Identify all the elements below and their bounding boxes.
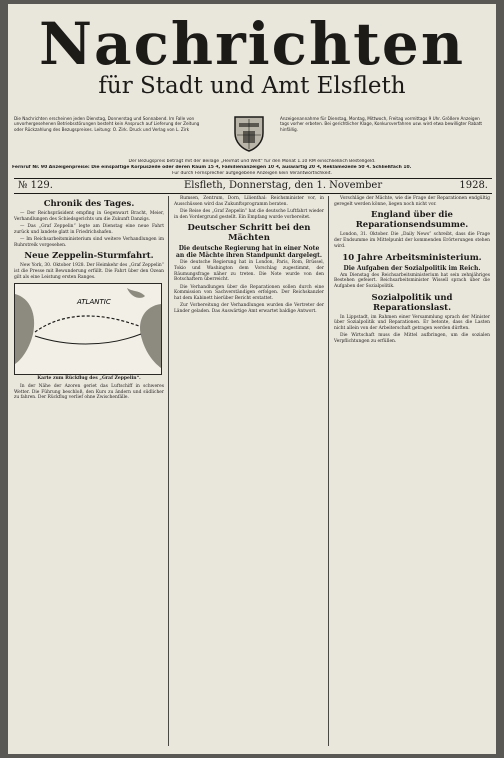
subheadline: Die deutsche Regierung hat in einer Note an die Mächte ihren Standpunkt dargelegt. (176, 245, 322, 260)
headline-chronicle: Chronik des Tages. (43, 199, 135, 209)
paragraph: Die Verhandlungen über die Reparationen sollen durch eine Kommission von Sachverständigen erfolgen. Der Reichskanzler hat dem Kabinett hierüber Bericht erstattet. (174, 284, 324, 302)
paragraph: London, 31. Oktober. Die „Daily News“ schreibt, dass die Frage der Endsumme im Mittelpunkt der kommenden Erörterungen stehen wird. (334, 232, 490, 249)
column-rule (168, 196, 169, 746)
paragraph: In Lippstadt, im Rahmen einer Versammlung sprach der Minister über Sozialpolitik und Reparationen. Er betonte, dass die Lasten nicht allein von der Arbeiterschaft getragen werden dürften. (334, 314, 490, 332)
paragraph: Die Reise des „Graf Zeppelin“ hat die deutsche Luftfahrt wieder in den Vordergrund gestellt. Ein Empfang wurde vorbereitet. (174, 208, 324, 220)
paragraph: — Der Reichspräsident empfing in Gegenwart Bracht, Meier, Verhandlungen des Schiedsgerichts um die Zukunft Danzigs. (14, 211, 164, 222)
coat-of-arms-icon (229, 113, 269, 153)
headline-zeppelin: Neue Zeppelin-Sturmfahrt. (24, 251, 154, 262)
column-2 (174, 196, 324, 316)
masthead (8, 4, 496, 109)
paragraph: — Das „Graf Zeppelin“ legte am Dienstag eine neue Fahrt zurück und landete glatt in Friedrichshafen. (14, 223, 164, 235)
paragraph: — Im Reichsarbeitsministerium sind weitere Verhandlungen im Ruhrstreik vorgesehen. (14, 236, 164, 248)
map-drawing (15, 284, 161, 374)
headline-england: England über die Reparationsendsumme. (355, 210, 469, 231)
pricing-line: Fernruf Nr. 90 Anzeigenpreise: Die einspaltige Korpuszeile oder deren Raum 15 ₰, Familienanzeigen 10 ₰, auswärtig 20 ₰, Reklamezeile 50 ₰. Schließfach 10. (12, 165, 412, 170)
headline-social-policy: Sozialpolitik und Reparationslast. (371, 292, 453, 313)
advertising-notice: Anzeigenannahme für Dienstag, Montag, Mittwoch, Freitag vormittags 9 Uhr. Größere Anzeigen tags vorher erbeten. Bei gerichtlicher Klage, Konkursverfahren usw. wird etwa bewilligter Rabatt hinfällig. (280, 116, 483, 132)
issue-date: Elsfleth, Donnerstag, den 1. November (184, 180, 383, 191)
liability-line: Für durch Fernsprecher aufgegebene Anzeigen kein Verantwortlichkeit. (172, 171, 332, 176)
paragraph: In der Nähe der Azoren geriet das Luftschiff in schweres Wetter. Die Führung beschloß, den Kurs zu ändern und südlicher zu fahren. Der Rückflug verlief ohne Zwischenfälle. (14, 384, 164, 401)
paragraph: Die Wirtschaft muss die Mittel aufbringen, um die sozialen Verpflichtungen zu erfüllen. (334, 333, 490, 344)
headline-labour-ministry: 10 Jahre Arbeitsministerium. (342, 252, 482, 263)
newspaper-title: Nachrichten (38, 10, 466, 78)
column-1 (14, 196, 164, 403)
issue-number: № 129. (18, 180, 53, 191)
publication-notice: Die Nachrichten erscheinen jeden Dienstag, Donnerstag und Sonnabend. Im Falle von unvorhergesehenen Betriebsstörungen besteht kein Anspruch auf Lieferung der Zeitung oder Rückzahlung des Bezugspreises. Leitung: O. Zirk. Druck und Verlag von L. Zirk (14, 116, 200, 132)
column-3 (334, 196, 490, 346)
dateline (14, 178, 492, 194)
paragraph: Am Dienstag des Reichsarbeitsministerium hat sein zehnjähriges Bestehen gefeiert. Reichsarbeitsminister Wissell sprach über die Aufgaben der Sozialpolitik. (334, 272, 490, 289)
paragraph: Zur Vorbereitung der Verhandlungen wurden die Vertreter der Länder geladen. Das Auswärtige Amt erwartet baldige Antwort. (174, 303, 324, 314)
newspaper-page (8, 4, 496, 754)
paragraph: Rumsen, Zentrum, Dorn, Lilienthal: Reichsminister vor, in Ausschüssen wird das Zukunftsprogramm beraten. (174, 196, 324, 207)
map-label: ATLANTIC (77, 298, 111, 307)
paragraph: Vorschläge der Mächte, wie die Frage der Reparationen endgültig geregelt werden könne, liegen noch nicht vor. (334, 196, 490, 207)
issue-year: 1928. (459, 180, 488, 191)
subheadline: Die Aufgaben der Sozialpolitik im Reich. (343, 264, 481, 272)
column-rule (328, 196, 329, 746)
zeppelin-route-map (14, 283, 162, 375)
map-caption: Karte zum Rückflug des „Graf Zeppelin“. (37, 376, 141, 382)
newspaper-subtitle: für Stadt und Amt Elsfleth (98, 73, 406, 99)
paragraph: New York, 30. Oktober 1928. Der Heimkehr des „Graf Zeppelin“ ist die Presse mit Bewunderung erfüllt. Die Fahrt über den Ozean gilt als eine Leistung ersten Ranges. (14, 263, 164, 280)
paragraph: Die deutsche Regierung hat in London, Paris, Rom, Brüssel, Tokio und Washington dem Vorschlag zugestimmt, der Räumungsfrage näher zu treten. Die Note wurde von den Botschaftern überreicht. (174, 260, 324, 283)
headline-powers: Deutscher Schritt bei den Mächten (187, 223, 311, 244)
subscription-line: Der Bezugspreis beträgt mit der Beilage „Heimat und Welt“ für den Monat 1.10 RM einschließlich Bestellgeld. (128, 159, 376, 164)
